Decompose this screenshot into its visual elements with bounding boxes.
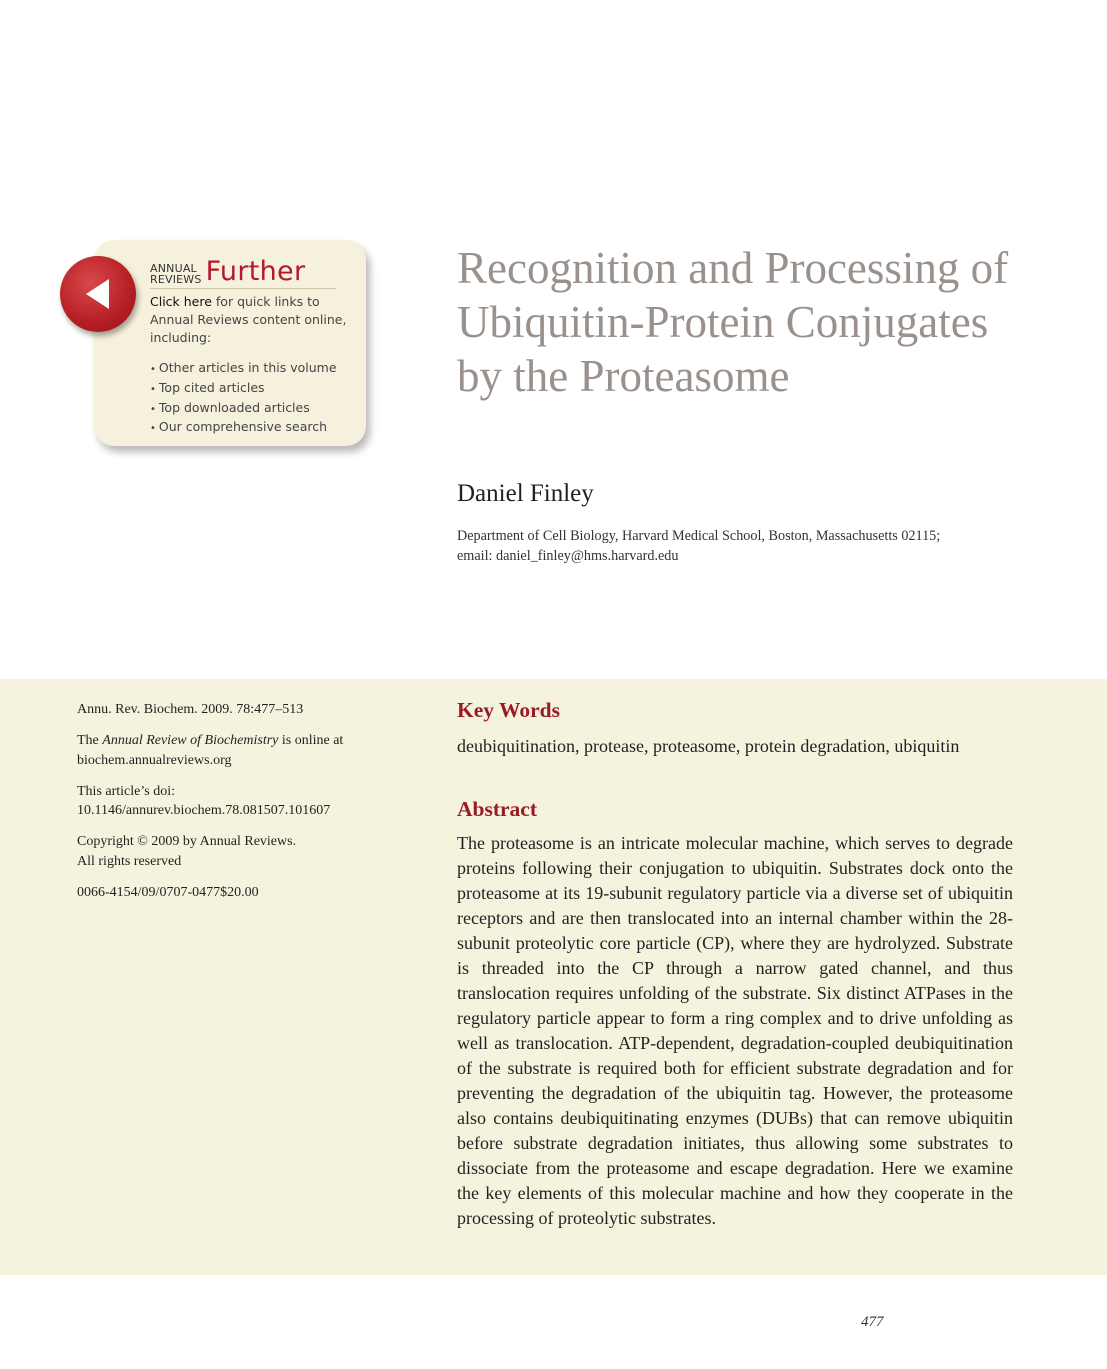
journal-name: Annual Review of Biochemistry xyxy=(102,733,279,748)
online-note xyxy=(77,731,377,770)
online-suffix: is online at biochem.annualreviews.org xyxy=(77,733,344,768)
left-arrow-icon xyxy=(78,274,118,314)
further-item-search[interactable]: • Our comprehensive search xyxy=(150,418,350,438)
author-name: Daniel Finley xyxy=(457,480,594,507)
online-prefix: The xyxy=(77,733,103,748)
author-email: email: daniel_finley@hms.harvard.edu xyxy=(457,548,679,564)
doi-value: 10.1146/annurev.biochem.78.081507.101607 xyxy=(77,803,331,818)
further-list xyxy=(150,359,350,438)
affiliation-line: Department of Cell Biology, Harvard Medical School, Boston, Massachusetts 02115; xyxy=(457,528,941,544)
brand-line-2: REVIEWS xyxy=(150,273,202,286)
citation: Annu. Rev. Biochem. 2009. 78:477–513 xyxy=(77,702,304,717)
keywords-heading: Key Words xyxy=(457,698,560,722)
further-intro-rest: for quick links to Annual Reviews content online, including: xyxy=(150,294,347,345)
doi-label: This article’s doi: xyxy=(77,783,175,799)
further-intro xyxy=(150,293,350,347)
doi-block xyxy=(77,782,377,821)
article-title: Recognition and Processing of Ubiquitin-Protein Conjugates by the Proteasome xyxy=(457,243,1009,401)
copyright: Copyright © 2009 by Annual Reviews. xyxy=(77,834,297,849)
further-item-top-cited[interactable]: • Top cited articles xyxy=(150,379,350,399)
copyright-block xyxy=(77,832,377,871)
annual-reviews-logo xyxy=(150,263,202,285)
further-divider xyxy=(150,288,336,289)
rights: All rights reserved xyxy=(77,853,182,869)
abstract-heading: Abstract xyxy=(457,797,538,821)
brand-line-1: ANNUAL xyxy=(150,262,197,275)
issn: 0066-4154/09/0707-0477$20.00 xyxy=(77,884,259,900)
further-item-other-articles[interactable]: • Other articles in this volume xyxy=(150,359,350,379)
author-affiliation xyxy=(457,526,1057,566)
further-content xyxy=(150,258,350,438)
left-arrow-circle-icon[interactable] xyxy=(60,256,136,332)
further-item-top-downloaded[interactable]: • Top downloaded articles xyxy=(150,399,350,419)
click-here-link[interactable]: Click here xyxy=(150,294,212,309)
article-metadata xyxy=(77,700,377,914)
further-brand xyxy=(150,258,350,285)
keywords-text: deubiquitination, protease, proteasome, protein degradation, ubiquitin xyxy=(457,736,960,756)
further-wordmark: Further xyxy=(205,256,306,287)
abstract-text: The proteasome is an intricate molecular machine, which serves to degrade proteins following their conjugation to ubiquitin. Substrates dock onto the proteasome at its 19-subunit regulatory particle via a diverse set of ubiquitin receptors and are then translocated into an internal chamber within the 28-subunit proteolytic core particle (CP), where they are hydrolyzed. Substrate is threaded into the CP through a narrow gated channel, and thus translocation requires unfolding of the substrate. Six distinct ATPases in the regulatory particle appear to form a ring complex and to drive unfolding as well as translocation. ATP-dependent, degradation-coupled deubiquitination of the substrate is required both for efficient substrate degradation and for preventing the degradation of the ubiquitin tag. However, the proteasome also contains deubiquitinating enzymes (DUBs) that can remove ubiquitin before substrate degradation initiates, thus allowing some substrates to dissociate from the proteasome and escape degradation. Here we examine the key elements of this molecular machine and how they cooperate in the processing of proteolytic substrates. xyxy=(457,833,1013,1228)
page-number: 477 xyxy=(861,1314,884,1330)
